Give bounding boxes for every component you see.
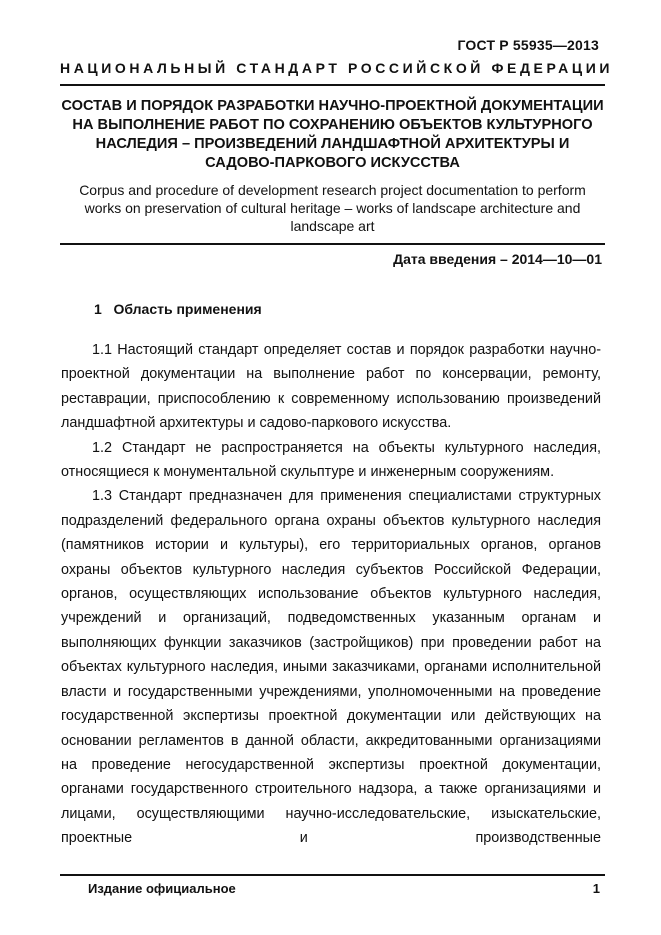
edition-label: Издание официальное bbox=[88, 881, 236, 896]
footer-divider bbox=[60, 874, 605, 876]
introduction-date: Дата введения – 2014—10—01 bbox=[393, 251, 602, 267]
paragraph-1-3: 1.3 Стандарт предназначен для применения специалистами структурных подразделений федерального органа охраны объектов культурного наследия (памятников истории и культуры), его территориальных органов, органов охраны объектов культурного наследия субъектов Российской Федерации, органов, осуществляющих использование объектов культурного наследия, учреждений и организаций, подведомственных указанным органам и выполняющих функции заказчиков (застройщиков) при проведении работ на объектах культурного наследия, иными заказчиками, органами исполнительной власти и государственными учреждениями, уполномоченными на проведение государственной экспертизы проектной документации или действующих на основании регламентов в данной области, аккредитованными организациями на проведение негосударственной экспертизы проектной документации, органами государственного строительного надзора, а также организациями и лицами, осуществляющими научно-исследовательские, изыскательские, проектные и производственные bbox=[61, 488, 601, 847]
section-heading: 1 Область применения bbox=[94, 301, 262, 317]
standard-code: ГОСТ Р 55935—2013 bbox=[457, 37, 599, 53]
paragraph-1-2: 1.2 Стандарт не распространяется на объекты культурного наследия, относящиеся к монументальной скульптуре и инженерным сооружениям. bbox=[61, 439, 601, 481]
paragraph-1-1: 1.1 Настоящий стандарт определяет состав и порядок разработки научно-проектной документации на выполнение работ по консервации, ремонту, реставрации, приспособлению к современному использованию произведений ландшафтной архитектуры и садово-паркового искусства. bbox=[61, 342, 601, 432]
national-standard-banner: НАЦИОНАЛЬНЫЙ СТАНДАРТ РОССИЙСКОЙ ФЕДЕРАЦИИ bbox=[60, 60, 614, 76]
document-title-russian: СОСТАВ И ПОРЯДОК РАЗРАБОТКИ НАУЧНО-ПРОЕКТНОЙ ДОКУМЕНТАЦИИ НА ВЫПОЛНЕНИЕ РАБОТ ПО СОХРАНЕНИЮ ОБЪЕКТОВ КУЛЬТУРНОГО НАСЛЕДИЯ – ПРОИЗВЕДЕНИЙ ЛАНДШАФТНОЙ АРХИТЕКТУРЫ И САДОВО-ПАРКОВОГО ИСКУССТВА bbox=[61, 98, 604, 171]
section-body bbox=[61, 338, 601, 851]
title-divider bbox=[60, 243, 605, 245]
document-title-english: Corpus and procedure of development research project documentation to perform works on preservation of cultural heritage – works of landscape architecture and landscape art bbox=[79, 182, 586, 234]
page-number: 1 bbox=[592, 881, 600, 896]
header-divider bbox=[60, 84, 605, 86]
